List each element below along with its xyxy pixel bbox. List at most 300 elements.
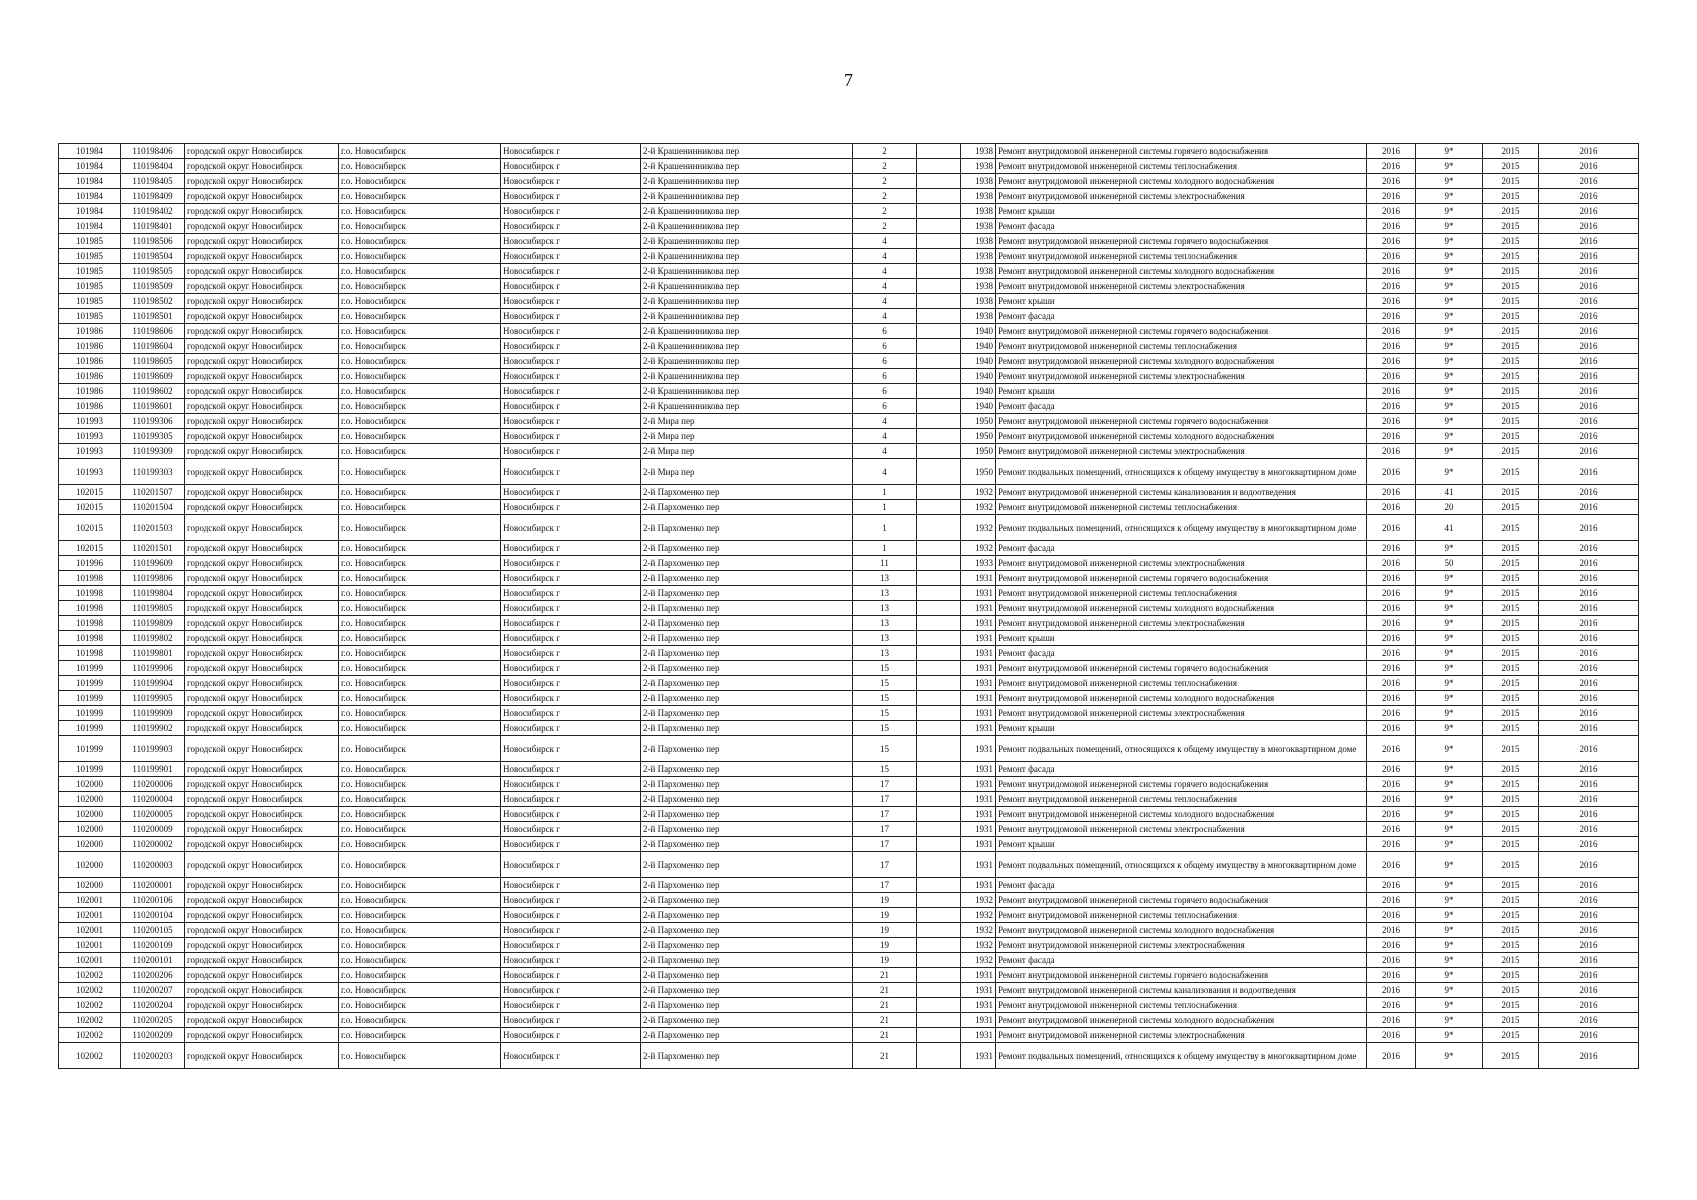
table-row bbox=[59, 541, 1639, 556]
cell-work-type: Ремонт внутридомовой инженерной системы холодного водоснабжения bbox=[996, 429, 1367, 444]
cell-municipality: г.о. Новосибирск bbox=[339, 586, 501, 601]
cell-building bbox=[917, 399, 961, 414]
cell-house-number: 17 bbox=[853, 792, 917, 807]
cell-municipal-district: городской округ Новосибирск bbox=[185, 500, 339, 515]
cell-street: 2-й Пархоменко пер bbox=[641, 893, 853, 908]
cell-municipality: г.о. Новосибирск bbox=[339, 159, 501, 174]
cell-work-type: Ремонт внутридомовой инженерной системы теплоснабжения bbox=[996, 792, 1367, 807]
table-row bbox=[59, 998, 1639, 1013]
cell-municipal-district: городской округ Новосибирск bbox=[185, 249, 339, 264]
cell-period-start: 2015 bbox=[1483, 908, 1539, 923]
cell-municipal-district: городской округ Новосибирск bbox=[185, 309, 339, 324]
cell-build-year: 1932 bbox=[961, 541, 996, 556]
cell-building bbox=[917, 998, 961, 1013]
cell-build-year: 1931 bbox=[961, 706, 996, 721]
cell-municipal-district: городской округ Новосибирск bbox=[185, 264, 339, 279]
cell-building bbox=[917, 174, 961, 189]
cell-municipality: г.о. Новосибирск bbox=[339, 189, 501, 204]
cell-period-end: 2016 bbox=[1539, 515, 1639, 541]
cell-street: 2-й Крашенинникова пер bbox=[641, 249, 853, 264]
cell-municipality: г.о. Новосибирск bbox=[339, 429, 501, 444]
cell-period-start: 2015 bbox=[1483, 444, 1539, 459]
cell-municipal-district: городской округ Новосибирск bbox=[185, 706, 339, 721]
cell-plan-year: 2016 bbox=[1367, 354, 1416, 369]
cell-municipality: г.о. Новосибирск bbox=[339, 661, 501, 676]
cell-work-id: 110200001 bbox=[121, 878, 185, 893]
table-row bbox=[59, 631, 1639, 646]
cell-build-year: 1938 bbox=[961, 189, 996, 204]
cell-work-type: Ремонт внутридомовой инженерной системы электроснабжения bbox=[996, 822, 1367, 837]
cell-street: 2-й Крашенинникова пер bbox=[641, 144, 853, 159]
cell-period-start: 2015 bbox=[1483, 893, 1539, 908]
cell-period-start: 2015 bbox=[1483, 571, 1539, 586]
cell-period-end: 2016 bbox=[1539, 1028, 1639, 1043]
cell-build-year: 1940 bbox=[961, 384, 996, 399]
cell-plan-year: 2016 bbox=[1367, 646, 1416, 661]
cell-work-type: Ремонт фасада bbox=[996, 399, 1367, 414]
cell-municipality: г.о. Новосибирск bbox=[339, 174, 501, 189]
cell-plan-year: 2016 bbox=[1367, 721, 1416, 736]
cell-municipal-district: городской округ Новосибирск bbox=[185, 204, 339, 219]
cell-period-end: 2016 bbox=[1539, 953, 1639, 968]
cell-work-type: Ремонт внутридомовой инженерной системы горячего водоснабжения bbox=[996, 571, 1367, 586]
cell-building bbox=[917, 646, 961, 661]
cell-work-id: 110200005 bbox=[121, 807, 185, 822]
cell-street: 2-й Пархоменко пер bbox=[641, 878, 853, 893]
cell-build-year: 1931 bbox=[961, 1043, 996, 1069]
cell-building bbox=[917, 249, 961, 264]
cell-plan-year: 2016 bbox=[1367, 264, 1416, 279]
cell-period-start: 2015 bbox=[1483, 822, 1539, 837]
cell-work-type: Ремонт внутридомовой инженерной системы электроснабжения bbox=[996, 279, 1367, 294]
cell-street: 2-й Пархоменко пер bbox=[641, 938, 853, 953]
cell-plan-year: 2016 bbox=[1367, 762, 1416, 777]
cell-build-year: 1938 bbox=[961, 294, 996, 309]
cell-locality: Новосибирск г bbox=[501, 159, 641, 174]
table-row bbox=[59, 878, 1639, 893]
table-row bbox=[59, 339, 1639, 354]
cell-period-start: 2015 bbox=[1483, 807, 1539, 822]
cell-work-id: 110200209 bbox=[121, 1028, 185, 1043]
cell-building bbox=[917, 444, 961, 459]
cell-wear-percent: 9* bbox=[1416, 264, 1483, 279]
cell-plan-year: 2016 bbox=[1367, 324, 1416, 339]
cell-period-start: 2015 bbox=[1483, 1013, 1539, 1028]
cell-municipality: г.о. Новосибирск bbox=[339, 204, 501, 219]
cell-work-type: Ремонт внутридомовой инженерной системы горячего водоснабжения bbox=[996, 414, 1367, 429]
cell-plan-year: 2016 bbox=[1367, 837, 1416, 852]
cell-house-id: 101999 bbox=[59, 676, 121, 691]
cell-work-id: 110198601 bbox=[121, 399, 185, 414]
cell-street: 2-й Мира пер bbox=[641, 444, 853, 459]
cell-period-end: 2016 bbox=[1539, 249, 1639, 264]
cell-municipal-district: городской округ Новосибирск bbox=[185, 631, 339, 646]
cell-period-end: 2016 bbox=[1539, 777, 1639, 792]
cell-house-number: 4 bbox=[853, 444, 917, 459]
cell-work-id: 110199802 bbox=[121, 631, 185, 646]
cell-work-id: 110200204 bbox=[121, 998, 185, 1013]
cell-period-start: 2015 bbox=[1483, 983, 1539, 998]
cell-work-id: 110199805 bbox=[121, 601, 185, 616]
cell-municipal-district: городской округ Новосибирск bbox=[185, 822, 339, 837]
cell-building bbox=[917, 661, 961, 676]
cell-work-type: Ремонт фасада bbox=[996, 309, 1367, 324]
cell-locality: Новосибирск г bbox=[501, 174, 641, 189]
cell-wear-percent: 9* bbox=[1416, 676, 1483, 691]
cell-build-year: 1931 bbox=[961, 691, 996, 706]
cell-work-id: 110201501 bbox=[121, 541, 185, 556]
cell-municipal-district: городской округ Новосибирск bbox=[185, 159, 339, 174]
cell-municipal-district: городской округ Новосибирск bbox=[185, 736, 339, 762]
cell-work-id: 110199809 bbox=[121, 616, 185, 631]
cell-period-start: 2015 bbox=[1483, 616, 1539, 631]
cell-building bbox=[917, 384, 961, 399]
cell-period-start: 2015 bbox=[1483, 339, 1539, 354]
cell-municipality: г.о. Новосибирск bbox=[339, 938, 501, 953]
cell-period-end: 2016 bbox=[1539, 384, 1639, 399]
cell-house-number: 1 bbox=[853, 500, 917, 515]
cell-wear-percent: 9* bbox=[1416, 661, 1483, 676]
cell-period-end: 2016 bbox=[1539, 189, 1639, 204]
cell-period-start: 2015 bbox=[1483, 837, 1539, 852]
cell-period-end: 2016 bbox=[1539, 174, 1639, 189]
cell-period-start: 2015 bbox=[1483, 234, 1539, 249]
table-row bbox=[59, 721, 1639, 736]
cell-house-number: 21 bbox=[853, 998, 917, 1013]
cell-work-type: Ремонт внутридомовой инженерной системы горячего водоснабжения bbox=[996, 661, 1367, 676]
cell-wear-percent: 9* bbox=[1416, 249, 1483, 264]
cell-municipal-district: городской округ Новосибирск bbox=[185, 219, 339, 234]
cell-municipality: г.о. Новосибирск bbox=[339, 736, 501, 762]
cell-plan-year: 2016 bbox=[1367, 878, 1416, 893]
cell-period-end: 2016 bbox=[1539, 459, 1639, 485]
cell-municipality: г.о. Новосибирск bbox=[339, 339, 501, 354]
cell-period-end: 2016 bbox=[1539, 968, 1639, 983]
cell-building bbox=[917, 485, 961, 500]
cell-locality: Новосибирск г bbox=[501, 923, 641, 938]
cell-locality: Новосибирск г bbox=[501, 777, 641, 792]
cell-work-id: 110198404 bbox=[121, 159, 185, 174]
cell-street: 2-й Пархоменко пер bbox=[641, 968, 853, 983]
cell-locality: Новосибирск г bbox=[501, 878, 641, 893]
cell-street: 2-й Пархоменко пер bbox=[641, 646, 853, 661]
cell-locality: Новосибирск г bbox=[501, 691, 641, 706]
table-row bbox=[59, 893, 1639, 908]
cell-municipal-district: городской округ Новосибирск bbox=[185, 938, 339, 953]
cell-municipal-district: городской округ Новосибирск bbox=[185, 1043, 339, 1069]
cell-work-type: Ремонт внутридомовой инженерной системы горячего водоснабжения bbox=[996, 777, 1367, 792]
cell-municipality: г.о. Новосибирск bbox=[339, 485, 501, 500]
cell-street: 2-й Мира пер bbox=[641, 459, 853, 485]
cell-work-type: Ремонт внутридомовой инженерной системы холодного водоснабжения bbox=[996, 691, 1367, 706]
cell-period-end: 2016 bbox=[1539, 144, 1639, 159]
cell-house-number: 15 bbox=[853, 661, 917, 676]
cell-municipality: г.о. Новосибирск bbox=[339, 983, 501, 998]
cell-municipality: г.о. Новосибирск bbox=[339, 908, 501, 923]
cell-house-id: 102000 bbox=[59, 878, 121, 893]
cell-municipal-district: городской округ Новосибирск bbox=[185, 792, 339, 807]
cell-work-type: Ремонт внутридомовой инженерной системы канализования и водоотведения bbox=[996, 983, 1367, 998]
cell-street: 2-й Пархоменко пер bbox=[641, 792, 853, 807]
cell-period-end: 2016 bbox=[1539, 1043, 1639, 1069]
cell-build-year: 1931 bbox=[961, 601, 996, 616]
cell-work-id: 110199901 bbox=[121, 762, 185, 777]
cell-street: 2-й Крашенинникова пер bbox=[641, 384, 853, 399]
cell-house-number: 2 bbox=[853, 189, 917, 204]
table-row bbox=[59, 616, 1639, 631]
cell-wear-percent: 9* bbox=[1416, 878, 1483, 893]
cell-building bbox=[917, 1043, 961, 1069]
cell-street: 2-й Крашенинникова пер bbox=[641, 369, 853, 384]
cell-building bbox=[917, 691, 961, 706]
cell-building bbox=[917, 1013, 961, 1028]
cell-wear-percent: 9* bbox=[1416, 414, 1483, 429]
cell-work-id: 110198605 bbox=[121, 354, 185, 369]
cell-building bbox=[917, 294, 961, 309]
cell-wear-percent: 9* bbox=[1416, 646, 1483, 661]
cell-period-end: 2016 bbox=[1539, 339, 1639, 354]
cell-build-year: 1931 bbox=[961, 777, 996, 792]
cell-work-type: Ремонт внутридомовой инженерной системы электроснабжения bbox=[996, 616, 1367, 631]
cell-building bbox=[917, 515, 961, 541]
cell-building bbox=[917, 264, 961, 279]
cell-street: 2-й Мира пер bbox=[641, 414, 853, 429]
cell-municipal-district: городской округ Новосибирск bbox=[185, 983, 339, 998]
cell-house-id: 102001 bbox=[59, 953, 121, 968]
cell-period-end: 2016 bbox=[1539, 541, 1639, 556]
cell-house-id: 101993 bbox=[59, 444, 121, 459]
cell-work-id: 110200206 bbox=[121, 968, 185, 983]
cell-work-type: Ремонт внутридомовой инженерной системы холодного водоснабжения bbox=[996, 354, 1367, 369]
cell-plan-year: 2016 bbox=[1367, 159, 1416, 174]
cell-plan-year: 2016 bbox=[1367, 968, 1416, 983]
cell-work-type: Ремонт внутридомовой инженерной системы электроснабжения bbox=[996, 1028, 1367, 1043]
cell-plan-year: 2016 bbox=[1367, 1013, 1416, 1028]
cell-period-start: 2015 bbox=[1483, 706, 1539, 721]
cell-building bbox=[917, 279, 961, 294]
cell-house-id: 101986 bbox=[59, 339, 121, 354]
cell-municipality: г.о. Новосибирск bbox=[339, 384, 501, 399]
cell-period-start: 2015 bbox=[1483, 1028, 1539, 1043]
cell-wear-percent: 9* bbox=[1416, 294, 1483, 309]
cell-municipal-district: городской округ Новосибирск bbox=[185, 852, 339, 878]
cell-house-number: 1 bbox=[853, 515, 917, 541]
cell-municipality: г.о. Новосибирск bbox=[339, 369, 501, 384]
cell-locality: Новосибирск г bbox=[501, 541, 641, 556]
cell-municipality: г.о. Новосибирск bbox=[339, 968, 501, 983]
cell-municipality: г.о. Новосибирск bbox=[339, 294, 501, 309]
cell-locality: Новосибирск г bbox=[501, 601, 641, 616]
cell-municipal-district: городской округ Новосибирск bbox=[185, 923, 339, 938]
table-row bbox=[59, 264, 1639, 279]
cell-work-type: Ремонт крыши bbox=[996, 204, 1367, 219]
table-row bbox=[59, 822, 1639, 837]
table-row bbox=[59, 309, 1639, 324]
cell-locality: Новосибирск г bbox=[501, 264, 641, 279]
cell-build-year: 1931 bbox=[961, 878, 996, 893]
cell-house-number: 15 bbox=[853, 691, 917, 706]
cell-period-start: 2015 bbox=[1483, 429, 1539, 444]
cell-plan-year: 2016 bbox=[1367, 1043, 1416, 1069]
cell-work-id: 110200106 bbox=[121, 893, 185, 908]
cell-house-id: 101986 bbox=[59, 369, 121, 384]
cell-wear-percent: 9* bbox=[1416, 586, 1483, 601]
cell-plan-year: 2016 bbox=[1367, 444, 1416, 459]
cell-house-number: 11 bbox=[853, 556, 917, 571]
cell-municipality: г.о. Новосибирск bbox=[339, 1028, 501, 1043]
cell-period-start: 2015 bbox=[1483, 878, 1539, 893]
table-row bbox=[59, 144, 1639, 159]
cell-locality: Новосибирск г bbox=[501, 762, 641, 777]
cell-municipality: г.о. Новосибирск bbox=[339, 631, 501, 646]
cell-locality: Новосибирск г bbox=[501, 792, 641, 807]
cell-plan-year: 2016 bbox=[1367, 500, 1416, 515]
cell-building bbox=[917, 807, 961, 822]
cell-street: 2-й Пархоменко пер bbox=[641, 1043, 853, 1069]
cell-period-end: 2016 bbox=[1539, 762, 1639, 777]
cell-municipal-district: городской округ Новосибирск bbox=[185, 444, 339, 459]
cell-wear-percent: 9* bbox=[1416, 459, 1483, 485]
cell-build-year: 1931 bbox=[961, 762, 996, 777]
cell-municipality: г.о. Новосибирск bbox=[339, 1013, 501, 1028]
table-row bbox=[59, 736, 1639, 762]
cell-plan-year: 2016 bbox=[1367, 908, 1416, 923]
cell-house-number: 15 bbox=[853, 762, 917, 777]
cell-build-year: 1950 bbox=[961, 429, 996, 444]
cell-building bbox=[917, 706, 961, 721]
cell-period-end: 2016 bbox=[1539, 807, 1639, 822]
cell-municipality: г.о. Новосибирск bbox=[339, 264, 501, 279]
cell-plan-year: 2016 bbox=[1367, 983, 1416, 998]
cell-work-id: 110198406 bbox=[121, 144, 185, 159]
cell-build-year: 1931 bbox=[961, 1028, 996, 1043]
table-row bbox=[59, 908, 1639, 923]
cell-municipality: г.о. Новосибирск bbox=[339, 399, 501, 414]
cell-work-type: Ремонт внутридомовой инженерной системы теплоснабжения bbox=[996, 339, 1367, 354]
cell-building bbox=[917, 893, 961, 908]
cell-wear-percent: 9* bbox=[1416, 1013, 1483, 1028]
cell-build-year: 1931 bbox=[961, 571, 996, 586]
cell-house-id: 102002 bbox=[59, 1043, 121, 1069]
cell-wear-percent: 9* bbox=[1416, 631, 1483, 646]
cell-period-start: 2015 bbox=[1483, 646, 1539, 661]
cell-period-start: 2015 bbox=[1483, 294, 1539, 309]
cell-work-id: 110199309 bbox=[121, 444, 185, 459]
cell-period-end: 2016 bbox=[1539, 234, 1639, 249]
cell-municipality: г.о. Новосибирск bbox=[339, 777, 501, 792]
cell-house-id: 101999 bbox=[59, 736, 121, 762]
cell-period-end: 2016 bbox=[1539, 646, 1639, 661]
repair-register-table bbox=[58, 143, 1639, 1069]
table-row bbox=[59, 234, 1639, 249]
cell-build-year: 1950 bbox=[961, 414, 996, 429]
cell-period-start: 2015 bbox=[1483, 938, 1539, 953]
cell-wear-percent: 9* bbox=[1416, 616, 1483, 631]
cell-build-year: 1938 bbox=[961, 159, 996, 174]
cell-locality: Новосибирск г bbox=[501, 661, 641, 676]
cell-period-start: 2015 bbox=[1483, 249, 1539, 264]
cell-period-end: 2016 bbox=[1539, 354, 1639, 369]
cell-wear-percent: 9* bbox=[1416, 204, 1483, 219]
cell-municipal-district: городской округ Новосибирск bbox=[185, 485, 339, 500]
cell-work-id: 110198409 bbox=[121, 189, 185, 204]
cell-work-id: 110200207 bbox=[121, 983, 185, 998]
cell-build-year: 1931 bbox=[961, 837, 996, 852]
cell-street: 2-й Пархоменко пер bbox=[641, 998, 853, 1013]
cell-municipality: г.о. Новосибирск bbox=[339, 998, 501, 1013]
cell-house-id: 101985 bbox=[59, 294, 121, 309]
cell-building bbox=[917, 852, 961, 878]
cell-house-number: 2 bbox=[853, 174, 917, 189]
cell-house-number: 19 bbox=[853, 908, 917, 923]
cell-locality: Новосибирск г bbox=[501, 938, 641, 953]
cell-build-year: 1950 bbox=[961, 444, 996, 459]
cell-municipal-district: городской округ Новосибирск bbox=[185, 459, 339, 485]
cell-building bbox=[917, 721, 961, 736]
cell-locality: Новосибирск г bbox=[501, 189, 641, 204]
cell-wear-percent: 9* bbox=[1416, 219, 1483, 234]
cell-period-end: 2016 bbox=[1539, 586, 1639, 601]
cell-work-id: 110198502 bbox=[121, 294, 185, 309]
cell-locality: Новосибирск г bbox=[501, 485, 641, 500]
cell-locality: Новосибирск г bbox=[501, 249, 641, 264]
cell-work-id: 110200105 bbox=[121, 923, 185, 938]
cell-period-end: 2016 bbox=[1539, 294, 1639, 309]
cell-street: 2-й Пархоменко пер bbox=[641, 556, 853, 571]
cell-house-number: 19 bbox=[853, 953, 917, 968]
cell-street: 2-й Пархоменко пер bbox=[641, 661, 853, 676]
cell-work-type: Ремонт фасада bbox=[996, 541, 1367, 556]
cell-plan-year: 2016 bbox=[1367, 616, 1416, 631]
cell-work-id: 110198509 bbox=[121, 279, 185, 294]
cell-plan-year: 2016 bbox=[1367, 309, 1416, 324]
cell-wear-percent: 9* bbox=[1416, 837, 1483, 852]
cell-building bbox=[917, 762, 961, 777]
table-row bbox=[59, 968, 1639, 983]
cell-street: 2-й Пархоменко пер bbox=[641, 706, 853, 721]
cell-locality: Новосибирск г bbox=[501, 219, 641, 234]
cell-house-number: 6 bbox=[853, 399, 917, 414]
cell-wear-percent: 9* bbox=[1416, 354, 1483, 369]
cell-work-id: 110200002 bbox=[121, 837, 185, 852]
cell-work-id: 110199902 bbox=[121, 721, 185, 736]
cell-wear-percent: 9* bbox=[1416, 908, 1483, 923]
cell-work-type: Ремонт внутридомовой инженерной системы теплоснабжения bbox=[996, 908, 1367, 923]
cell-work-id: 110198501 bbox=[121, 309, 185, 324]
cell-work-id: 110199904 bbox=[121, 676, 185, 691]
cell-street: 2-й Пархоменко пер bbox=[641, 515, 853, 541]
cell-period-start: 2015 bbox=[1483, 953, 1539, 968]
cell-municipality: г.о. Новосибирск bbox=[339, 616, 501, 631]
cell-build-year: 1932 bbox=[961, 515, 996, 541]
cell-work-type: Ремонт внутридомовой инженерной системы горячего водоснабжения bbox=[996, 324, 1367, 339]
cell-wear-percent: 9* bbox=[1416, 762, 1483, 777]
cell-period-end: 2016 bbox=[1539, 837, 1639, 852]
cell-municipal-district: городской округ Новосибирск bbox=[185, 414, 339, 429]
cell-municipal-district: городской округ Новосибирск bbox=[185, 616, 339, 631]
cell-street: 2-й Крашенинникова пер bbox=[641, 234, 853, 249]
cell-period-start: 2015 bbox=[1483, 174, 1539, 189]
cell-wear-percent: 9* bbox=[1416, 571, 1483, 586]
cell-plan-year: 2016 bbox=[1367, 601, 1416, 616]
cell-house-number: 4 bbox=[853, 294, 917, 309]
cell-street: 2-й Пархоменко пер bbox=[641, 691, 853, 706]
cell-wear-percent: 9* bbox=[1416, 923, 1483, 938]
cell-build-year: 1938 bbox=[961, 174, 996, 189]
cell-municipal-district: городской округ Новосибирск bbox=[185, 691, 339, 706]
cell-build-year: 1932 bbox=[961, 485, 996, 500]
cell-house-id: 101985 bbox=[59, 234, 121, 249]
